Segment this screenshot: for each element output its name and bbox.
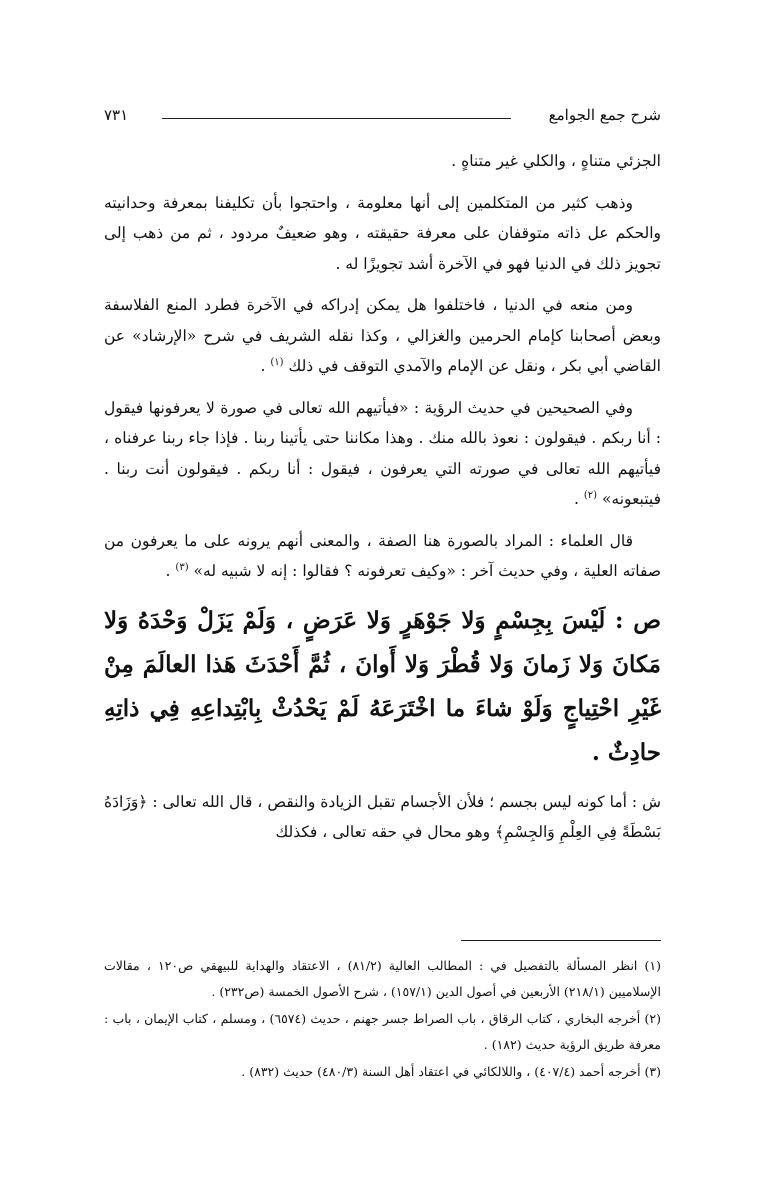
paragraph-3 [104, 290, 661, 382]
paragraph-4 [104, 393, 661, 515]
footnote-3: (٣) أخرجه أحمد (٤٠٧/٤) ، واللالكائي في اعتقاد أهل السنة (٤٨٠/٣) حديث (٨٣٢) . [241, 1064, 661, 1079]
sharh-text: ش : أما كونه ليس بجسم ؛ فلأن الأجسام تقبل الزيادة والنقص ، قال الله تعالى : ﴿وَزَادَهُ بَسْطَةً فِي العِلْمِ وَالجِسْمِ﴾ وهو محال في حقه تعالى ، فكذلك [104, 792, 661, 841]
page-number: ٧٣١ [104, 106, 129, 124]
paragraph-1 [104, 146, 661, 177]
footnotes [104, 953, 661, 1086]
footnote-2: (٢) أخرجه البخاري ، كتاب الرقاق ، باب الصراط جسر جهنم ، حديث (٦٥٧٤) ، ومسلم ، كتاب الإيمان ، باب : معرفة طريق الرؤية حديث (١٨٢) . [104, 1011, 661, 1052]
paragraph-5-end: . [165, 562, 171, 580]
paragraph-4-end: . [573, 490, 579, 508]
header-rule [162, 118, 511, 119]
paragraph-1-text: الجزئي متناهٍ ، والكلي غير متناهٍ . [451, 152, 661, 170]
paragraph-3-end: . [260, 357, 266, 375]
paragraph-4-text: وفي الصحيحين في حديث الرؤية : «فيأتيهم الله تعالى في صورة لا يعرفونها فيقول : أنا ربكم . فيقولون : نعوذ بالله منك . وهذا مكاننا حتى يأتينا ربنا . فإذا جاء ربنا عرفناه ، فيأتيهم الله تعالى في صورته التي يعرفون ، فيقول : أنا ربكم . فيقولون أنت ربنا . فيتبعونه» [104, 398, 661, 508]
paragraph-2-text: وذهب كثير من المتكلمين إلى أنها معلومة ، واحتجوا بأن تكليفنا بمعرفة وحدانيته والحكم عل ذاته متوقفان على معرفة حقيقته ، وهو ضعيفٌ مردود ، ثم من ذهب إلى تجويز ذلك في الدنيا فهو في الآخرة أشد تجويزًا له . [104, 193, 661, 273]
matn-text: ص : لَيْسَ بِجِسْمٍ وَلا جَوْهَرٍ وَلا عَرَضٍ ، وَلَمْ يَزَلْ وَحْدَهُ وَلا مَكانَ وَلا زَمانَ وَلا قُطْرَ وَلا أَوانَ ، ثُمَّ أَحْدَثَ هَذا العالَمَ مِنْ غَيْرِ احْتِياجٍ وَلَوْ شاءَ ما اخْتَرَعَهُ لَمْ يَحْدُثْ بِابْتِداعِهِ فِي ذاتِهِ حادِثٌ . [104, 606, 661, 766]
header-title: شرح جمع الجوامع [548, 106, 661, 124]
paragraph-5-text: قال العلماء : المراد بالصورة هنا الصفة ، والمعنى أنهم يرونه على ما يعرفون من صفاته العلية ، وفي حديث آخر : «وكيف تعرفونه ؟ فقالوا : إنه لا شبيه له» [104, 531, 661, 580]
running-header [104, 100, 661, 134]
paragraph-5 [104, 526, 661, 587]
footnote-separator [461, 940, 661, 941]
paragraph-3-text: ومن منعه في الدنيا ، فاختلفوا هل يمكن إدراكه في الآخرة فطرد المنع الفلاسفة وبعض أصحابنا كإمام الحرمين والغزالي ، وكذا نقله الشريف في شرح «الإرشاد» عن القاضي أبي بكر ، ونقل عن الإمام والآمدي التوقف في ذلك [104, 296, 661, 375]
paragraph-2 [104, 188, 661, 280]
main-text [104, 146, 661, 848]
footnote-1: (١) انظر المسألة بالتفصيل في : المطالب العالية (٨١/٢) ، الاعتقاد والهداية للبيهقي ص١٢٠ ، مقالات الإسلاميين (٢١٨/١) الأربعين في أصول الدين (١٥٧/١) ، شرح الأصول الخمسة (ص٢٣٢) . [104, 958, 661, 999]
footnote-ref-3[interactable]: (٣) [175, 561, 189, 573]
footnote-ref-2[interactable]: (٢) [583, 489, 598, 501]
footnote-ref-1[interactable]: (١) [270, 356, 284, 368]
